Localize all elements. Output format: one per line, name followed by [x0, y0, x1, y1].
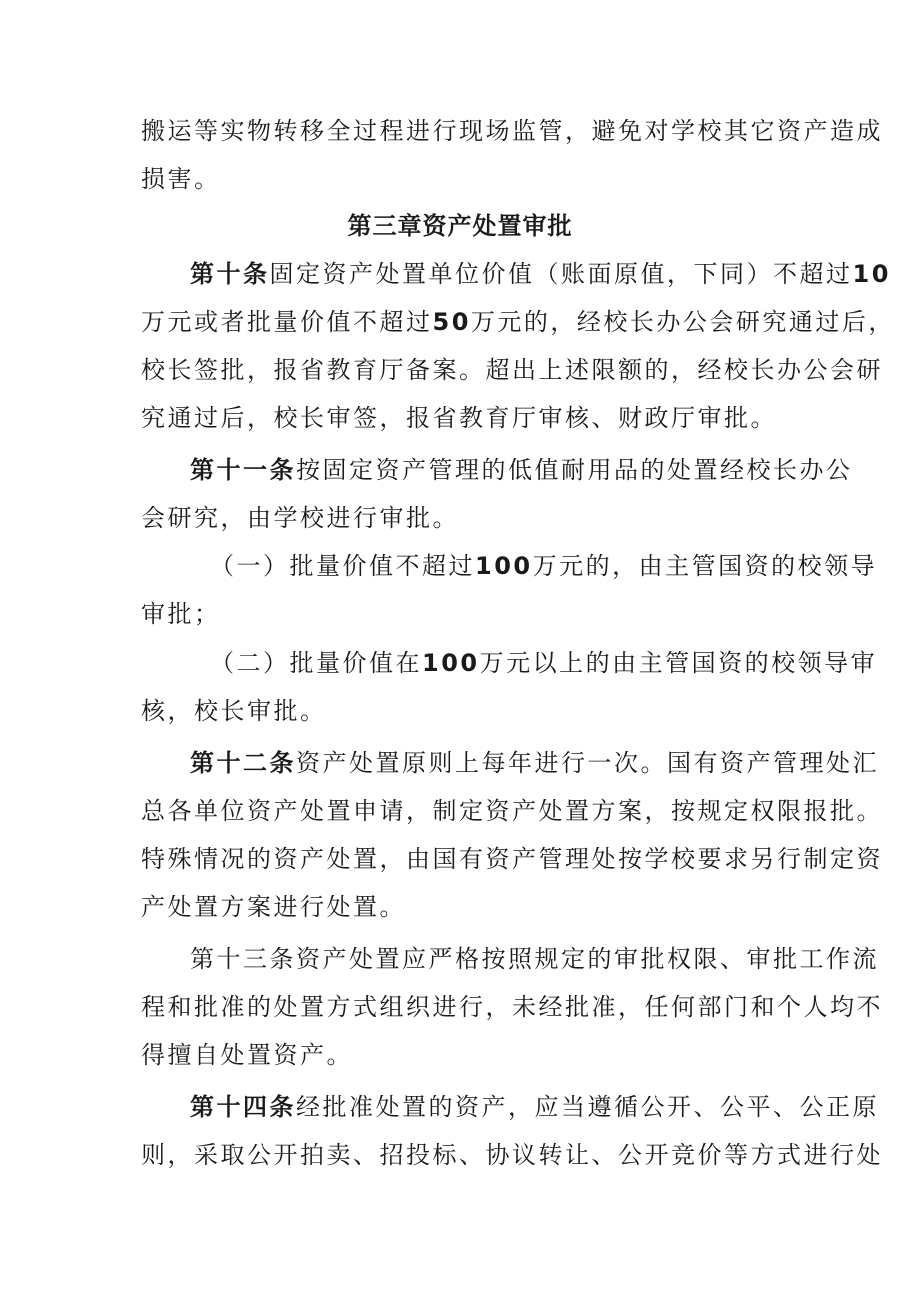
article12-line-2: [141, 796, 883, 826]
article11-item2-line-1: [210, 648, 877, 678]
article10-line-1: [190, 259, 891, 289]
article12-line-1: [190, 748, 879, 778]
article10-label: 第十条: [190, 260, 270, 288]
article13-text-2: 程和批准的处置方式组织进行，未经批准，任何部门和个人均不: [141, 993, 883, 1021]
article14-line-1: [190, 1092, 879, 1122]
article11-item1-line-1: [210, 551, 877, 581]
article10-text-1: 固定资产处置单位价值（账面原值，下同）不超过: [269, 260, 853, 288]
article11-item1-text-b: 万元的，由主管国资的校领导: [532, 552, 878, 580]
article11-item2-line-2: [141, 696, 327, 726]
article11-item2-text-2: 核，校长审批。: [141, 697, 327, 725]
article11-item2-text-a: （二）批量价值在: [210, 649, 422, 677]
continuation-line-1: [141, 116, 883, 146]
article12-text-4: 产处置方案进行处置。: [141, 893, 406, 921]
article11-text-2: 会研究，由学校进行审批。: [141, 504, 459, 532]
article10-line-4: [141, 403, 777, 433]
article10-text-3: 校长签批，报省教育厅备案。超出上述限额的，经校长办公会研: [141, 356, 883, 384]
continuation-text-1: 搬运等实物转移全过程进行现场监管，避免对学校其它资产造成: [141, 117, 883, 145]
article11-line-2: [141, 503, 459, 533]
article13-text-3: 得擅自处置资产。: [141, 1041, 353, 1069]
article12-text-2: 总各单位资产处置申请，制定资产处置方案，按规定权限报批。: [141, 797, 883, 825]
article10-text-4: 究通过后，校长审签，报省教育厅审核、财政厅审批。: [141, 404, 777, 432]
article13-line-2: [141, 992, 883, 1022]
article12-text-3: 特殊情况的资产处置，由国有资产管理处按学校要求另行制定资: [141, 845, 883, 873]
continuation-text-2: 损害。: [141, 165, 221, 193]
article14-line-2: [141, 1140, 883, 1170]
article14-label: 第十四条: [190, 1093, 296, 1121]
article10-num-2: 50: [432, 308, 471, 336]
article14-text-2: 则，采取公开拍卖、招投标、协议转让、公开竞价等方式进行处: [141, 1141, 883, 1169]
article11-label: 第十一条: [190, 456, 296, 484]
article11-item2-text-b: 万元以上的由主管国资的校领导审: [479, 649, 878, 677]
article11-line-1: [190, 455, 853, 485]
article10-text-2a: 万元或者批量价值不超过: [141, 308, 433, 336]
article11-item1-num: 100: [475, 552, 533, 580]
article11-item2-num: 100: [422, 649, 480, 677]
article11-item1-text-2: 审批；: [141, 600, 221, 628]
article12-line-3: [141, 844, 883, 874]
article10-line-2: [141, 307, 895, 337]
article13-line-3: [141, 1040, 353, 1070]
article11-item1-text-a: （一）批量价值不超过: [210, 552, 475, 580]
article10-num-1: 10: [852, 260, 891, 288]
article11-text-1: 按固定资产管理的低值耐用品的处置经校长办公: [296, 456, 853, 484]
article13-text-1: 第十三条资产处置应严格按照规定的审批权限、审批工作流: [190, 945, 879, 973]
chapter-title: 第三章资产处置审批: [347, 212, 573, 240]
article12-label: 第十二条: [190, 749, 296, 777]
article10-text-2b: 万元的，经校长办公会研究通过后，: [470, 308, 895, 336]
article12-line-4: [141, 892, 406, 922]
article14-text-1: 经批准处置的资产，应当遵循公开、公平、公正原: [296, 1093, 879, 1121]
article12-text-1: 资产处置原则上每年进行一次。国有资产管理处汇: [296, 749, 879, 777]
article11-item1-line-2: [141, 599, 221, 629]
continuation-line-2: [141, 164, 221, 194]
article10-line-3: [141, 355, 883, 385]
article13-line-1: [190, 944, 879, 974]
